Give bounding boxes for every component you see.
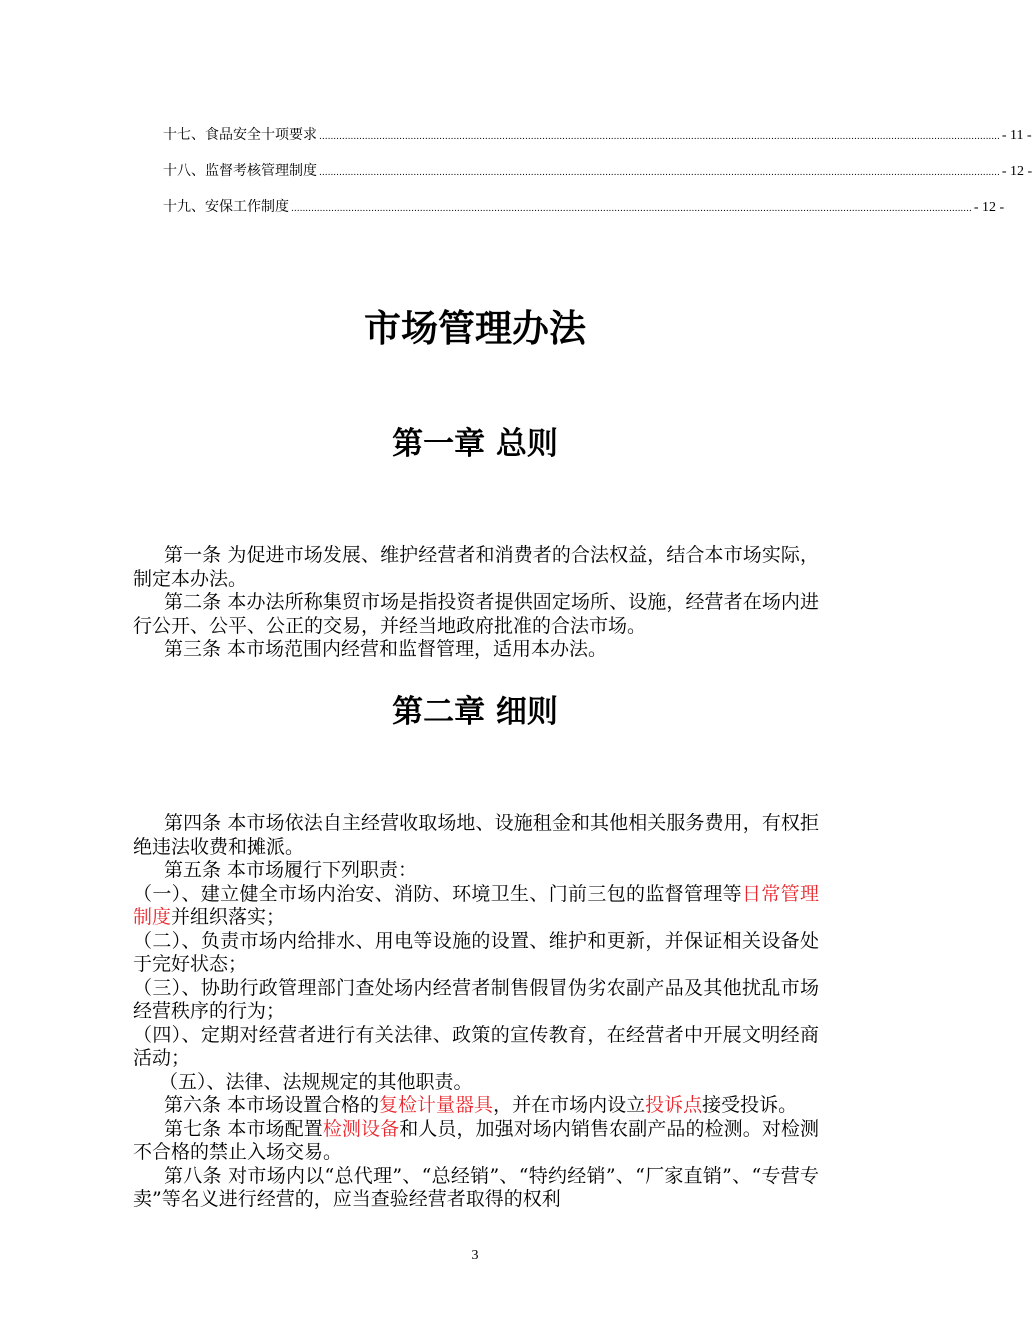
article-7-text: 第七条 本市场配置 [164, 1117, 323, 1140]
toc-entry-title: 监督考核管理制度 [205, 163, 317, 179]
duty-item-4: （四）、定期对经营者进行有关法律、政策的宣传教育，在经营者中开展文明经商活动； [133, 1023, 819, 1069]
duty-item-3: （三）、协助行政管理部门查处场内经营者制售假冒伪劣农副产品及其他扰乱市场经营秩序的行为； [133, 976, 819, 1022]
duty-item-1-tail: 并组织落实； [171, 906, 286, 928]
toc-entry-number: 十九、 [163, 199, 205, 215]
article-6-tail: 接受投诉。 [702, 1094, 798, 1116]
toc-entry-page: - 11 - [1001, 128, 1032, 143]
chapter-two-heading: 第二章 细则 [392, 694, 558, 730]
toc-entry-title: 食品安全十项要求 [205, 127, 317, 143]
highlight-daily-management-system: 日常管理制度 [133, 882, 819, 928]
article-2: 第二条 本办法所称集贸市场是指投资者提供固定场所、设施，经营者在场内进行公开、公平、公正的交易，并经当地政府批准的合法市场。 [133, 591, 819, 637]
article-8: 第八条 对市场内以“总代理”、“总经销”、“特约经销”、“厂家直销”、“专营专卖”等名义进行经营的，应当查验经营者取得的权利 [133, 1164, 819, 1210]
highlight-testing-equipment: 检测设备 [322, 1117, 400, 1140]
highlight-measuring-instruments: 复检计量器具 [379, 1094, 494, 1116]
toc-entry-page: - 12 - [973, 200, 1005, 215]
highlight-complaint-point: 投诉点 [645, 1094, 703, 1116]
chapter-two-body [133, 812, 819, 1212]
duty-item-1 [133, 883, 819, 930]
chapter-one-heading: 第一章 总则 [392, 426, 558, 462]
article-7 [133, 1118, 819, 1165]
article-7-tail: 和人员，加强对场内销售农副产品的检测。对检测不合格的禁止入场交易。 [133, 1117, 819, 1163]
article-6 [133, 1094, 819, 1118]
toc-dot-leader: .............................................................................................................................................................................................................................................. [319, 132, 1000, 142]
toc-entry-title: 安保工作制度 [205, 199, 289, 215]
toc-entry-page: - 12 - [1001, 164, 1032, 179]
duty-item-1-text: （一）、建立健全市场内治安、消防、环境卫生、门前三包的监督管理等 [133, 882, 742, 905]
duty-item-5: （五）、法律、法规规定的其他职责。 [159, 1070, 473, 1093]
page-number: 3 [471, 1248, 479, 1263]
toc-entry[interactable] [163, 124, 1032, 160]
toc-entry[interactable] [163, 196, 1005, 232]
article-6-middle: ，并在市场内设立 [493, 1094, 646, 1116]
article-6-text: 第六条 本市场设置合格的 [164, 1094, 380, 1116]
toc-entry[interactable] [163, 160, 1032, 196]
document-title: 市场管理办法 [364, 307, 586, 350]
toc-dot-leader: .............................................................................................................................................................................................................................................. [319, 168, 1000, 178]
article-1: 第一条 为促进市场发展、维护经营者和消费者的合法权益，结合本市场实际，制定本办法。 [133, 544, 819, 590]
article-4: 第四条 本市场依法自主经营收取场地、设施租金和其他相关服务费用，有权拒绝违法收费和摊派。 [133, 812, 819, 858]
article-5: 第五条 本市场履行下列职责： [164, 859, 418, 881]
duty-item-2: （二）、负责市场内给排水、用电等设施的设置、维护和更新，并保证相关设备处于完好状态； [133, 929, 819, 975]
toc-dot-leader: .............................................................................................................................................................................................................................................. [291, 204, 972, 214]
chapter-one-body [133, 544, 819, 662]
table-of-contents [163, 124, 1032, 232]
article-3: 第三条 本市场范围内经营和监督管理，适用本办法。 [164, 638, 608, 660]
toc-entry-number: 十七、 [163, 127, 205, 143]
toc-entry-number: 十八、 [163, 163, 205, 179]
